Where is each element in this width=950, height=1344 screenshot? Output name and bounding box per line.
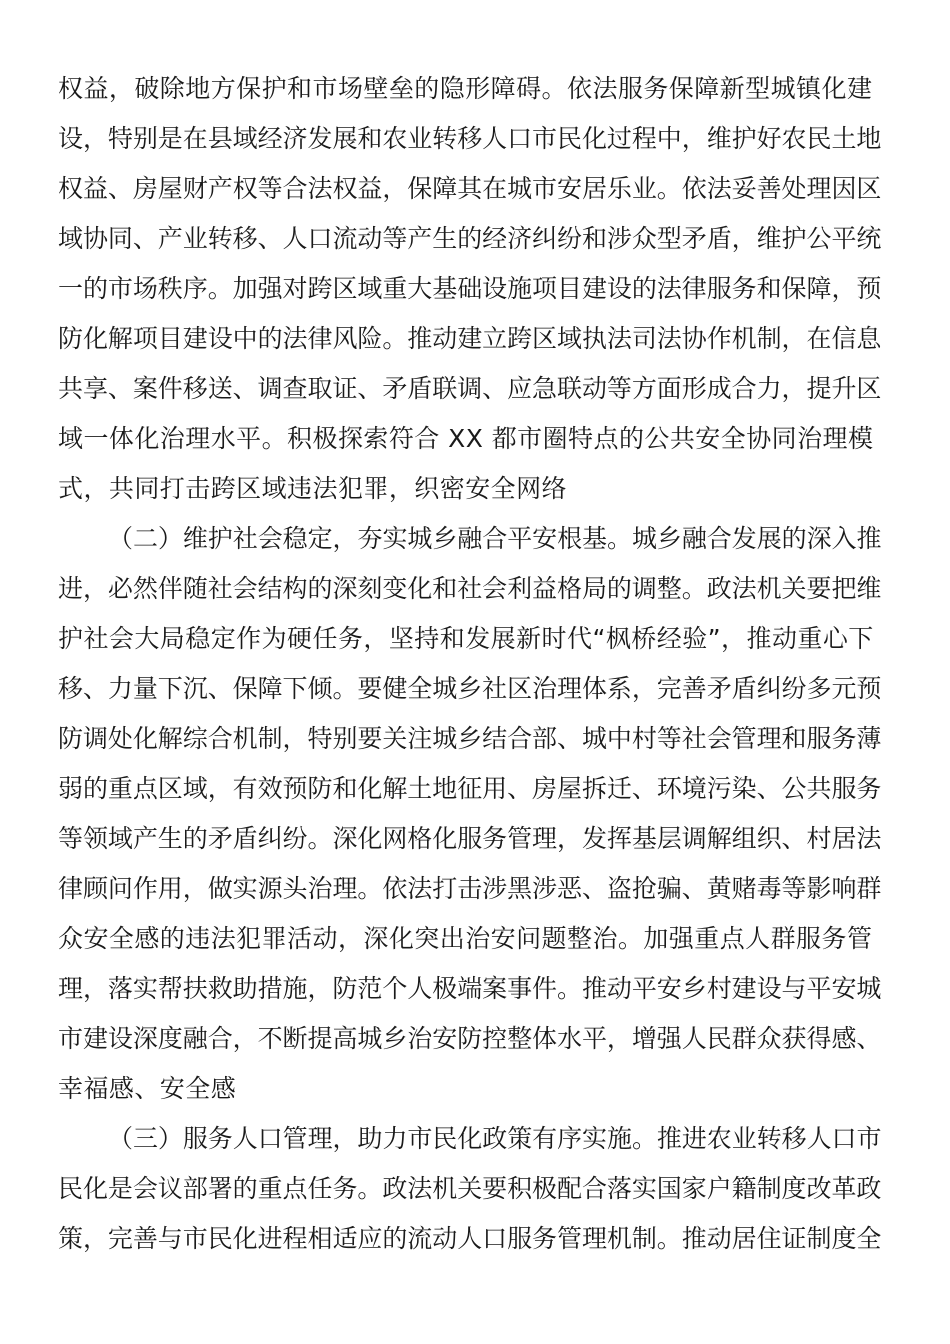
text-line: 民化是会议部署的重点任务。政法机关要积极配合落实国家户籍制度改革政 (58, 1174, 882, 1203)
text-line: 权益，破除地方保护和市场壁垒的隐形障碍。依法服务保障新型城镇化建 (58, 74, 873, 103)
text-line: 设，特别是在县域经济发展和农业转移人口市民化过程中，维护好农民土地 (58, 124, 882, 153)
text-line: 进，必然伴随社会结构的深刻变化和社会利益格局的调整。政法机关要把维 (58, 574, 882, 603)
text-line: 权益、房屋财产权等合法权益，保障其在城市安居乐业。依法妥善处理因区 (58, 174, 882, 203)
text-line: 式，共同打击跨区域违法犯罪，织密安全网络 (58, 474, 568, 503)
text-line: 等领域产生的矛盾纠纷。深化网格化服务管理，发挥基层调解组织、村居法 (58, 824, 882, 853)
text-line: 律顾问作用，做实源头治理。依法打击涉黑涉恶、盗抢骗、黄赌毒等影响群 (58, 874, 882, 903)
text-line: 域协同、产业转移、人口流动等产生的经济纠纷和涉众型矛盾，维护公平统 (58, 224, 882, 253)
text-line: 理，落实帮扶救助措施，防范个人极端案事件。推动平安乡村建设与平安城 (58, 974, 882, 1003)
text-line: 护社会大局稳定作为硬任务，坚持和发展新时代“枫桥经验”，推动重心下 (58, 624, 874, 653)
section-three-heading-line: （三）服务人口管理，助力市民化政策有序实施。推进农业转移人口市 (108, 1124, 882, 1153)
section-two-heading-line: （二）维护社会稳定，夯实城乡融合平安根基。城乡融合发展的深入推 (108, 524, 882, 553)
text-line: 策，完善与市民化进程相适应的流动人口服务管理机制。推动居住证制度全 (58, 1224, 882, 1253)
text-line: 防化解项目建设中的法律风险。推动建立跨区域执法司法协作机制，在信息 (58, 324, 882, 353)
text-line: 众安全感的违法犯罪活动，深化突出治安问题整治。加强重点人群服务管 (58, 924, 873, 953)
text-line: 移、力量下沉、保障下倾。要健全城乡社区治理体系，完善矛盾纠纷多元预 (58, 674, 882, 703)
text-line: 域一体化治理水平。积极探索符合 XX 都市圈特点的公共安全协同治理模 (58, 424, 874, 453)
text-line: 一的市场秩序。加强对跨区域重大基础设施项目建设的法律服务和保障，预 (58, 274, 882, 303)
text-line: 防调处化解综合机制，特别要关注城乡结合部、城中村等社会管理和服务薄 (58, 724, 882, 753)
text-line: 弱的重点区域，有效预防和化解土地征用、房屋拆迁、环境污染、公共服务 (58, 774, 882, 803)
text-line: 市建设深度融合，不断提高城乡治安防控整体水平，增强人民群众获得感、 (58, 1024, 882, 1053)
text-line: 幸福感、安全感 (58, 1074, 237, 1103)
text-line: 共享、案件移送、调查取证、矛盾联调、应急联动等方面形成合力，提升区 (58, 374, 882, 403)
